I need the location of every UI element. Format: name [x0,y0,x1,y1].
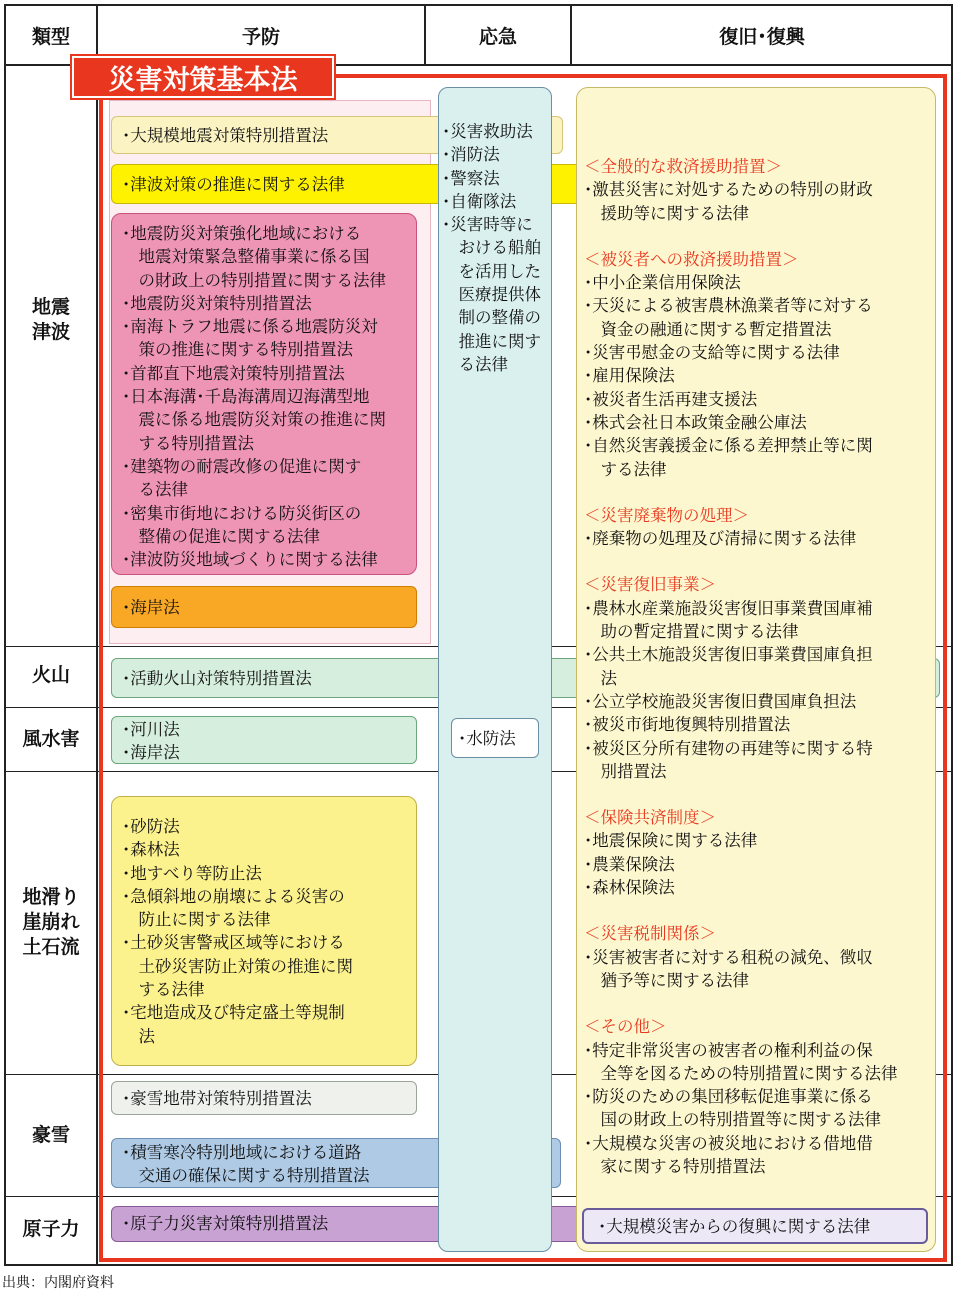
law-tsunami-promotion: ･津波対策の推進に関する法律 [111,164,593,204]
recovery-heading-victim-relief: ＜被災者への救済援助措置＞ [584,249,799,269]
law-list-landslide: ･砂防法 ･森林法 ･地すべり等防止法 ･急傾斜地の崩壊による災害の 防止に関する法律 ･土砂災害警戒区域等における 土砂災害防止対策の推進に関 する法律 ･宅地造成及び特定盛土等規制 法 [111,796,417,1066]
header-recovery: 復旧･復興 [719,25,805,48]
category-landslide: 地滑り 崖崩れ 土石流 [22,886,80,958]
emergency-laws: ･災害救助法 ･消防法 ･警察法 ･自衛隊法 ･災害時等に おける船舶 を活用した 医療提供体 制の整備の 推進に関す る法律 [442,122,541,374]
recovery-heading-other: ＜その他＞ [584,1017,667,1037]
law-snow-cold-roads: ･積雪寒冷特別地域における道路 交通の確保に関する特別措置法 [111,1138,561,1188]
recovery-heading-waste: ＜災害廃棄物の処理＞ [584,505,749,525]
recovery-tax-laws: ･災害被害者に対する租税の減免、徴収 猶予等に関する法律 [584,947,873,990]
type-column-divider [96,4,98,1266]
law-heavy-snow-zone: ･豪雪地帯対策特別措置法 [111,1081,417,1115]
category-heavy-snow: 豪雪 [31,1123,70,1146]
law-flood-fighting: ･水防法 [451,718,539,758]
law-large-scale-revival: ･大規模災害からの復興に関する法律 [582,1208,928,1244]
recovery-heading-general-relief: ＜全般的な救済援助措置＞ [584,157,782,176]
law-active-volcano: ･活動火山対策特別措置法 [111,658,940,698]
recovery-heading-tax: ＜災害税制関係＞ [584,924,716,944]
law-list-storm-flood: ･河川法 ･海岸法 [111,716,417,764]
recovery-insurance-laws: ･地震保険に関する法律 ･農業保険法 ･森林保険法 [584,831,758,898]
category-volcano: 火山 [31,663,70,686]
basic-act-banner: 災害対策基本法 [72,56,334,98]
recovery-waste-laws: ･廃棄物の処理及び清掃に関する法律 [584,529,857,549]
recovery-heading-insurance: ＜保険共済制度＞ [584,808,716,828]
law-large-earthquake: ･大規模地震対策特別措置法 [111,116,563,154]
law-coast-earthquake: ･海岸法 [111,586,417,628]
recovery-heading-restoration: ＜災害復旧事業＞ [584,575,716,595]
header-type: 類型 [31,25,70,48]
category-earthquake-tsunami: 地震 津波 [31,296,70,343]
header-emergency: 応急 [478,25,517,48]
recovery-general-relief-laws: ･激甚災害に対処するための特別の財政 援助等に関する法律 [584,180,873,223]
category-nuclear: 原子力 [22,1217,80,1240]
recovery-restoration-laws: ･農林水産業施設災害復旧事業費国庫補 助の暫定措置に関する法律 ･公共土木施設災害復旧事業費国庫負担 法 ･公立学校施設災害復旧費国庫負担法 ･被災市街地復興特別措置法 ･被災区分所有建物の再建等に関する特 別措置法 [584,598,873,781]
category-storm-flood: 風水害 [22,727,80,750]
source-note: 出典：内閣府資料 [2,1275,114,1291]
recovery-laws [584,155,934,1178]
recovery-other-laws: ･特定非常災害の被害者の権利利益の保 全等を図るための特別措置に関する法律 ･防災のための集団移転促進事業に係る 国の財政上の特別措置等に関する法律 ･大規模な災害の被災地における借地借 家に関する特別措置法 [584,1040,898,1176]
recovery-victim-relief-laws: ･中小企業信用保険法 ･天災による被害農林漁業者等に対する 資金の融通に関する暫定措置法 ･災害弔慰金の支給等に関する法律 ･雇用保険法 ･被災者生活再建支援法 ･株式会社日本政策金融公庫法 ･自然災害義援金に係る差押禁止等に関 する法律 [584,273,873,479]
header-prevention: 予防 [241,25,280,48]
law-list-earthquake: ･地震防災対策強化地域における 地震対策緊急整備事業に係る国 の財政上の特別措置に関する法律 ･地震防災対策特別措置法 ･南海トラフ地震に係る地震防災対 策の推進に関する特別措置法 ･首都直下地震対策特別措置法 ･日本海溝･千島海溝周辺海溝型地 震に係る地震防災対策の推進に関 する特別措置法 ･建築物の耐震改修の促進に関す る法律 ･密集市街地における防災街区の 整備の促進に関する法律 ･津波防災地域づくりに関する法律 [111,213,417,575]
law-nuclear-disaster: ･原子力災害対策特別措置法 [111,1206,601,1242]
